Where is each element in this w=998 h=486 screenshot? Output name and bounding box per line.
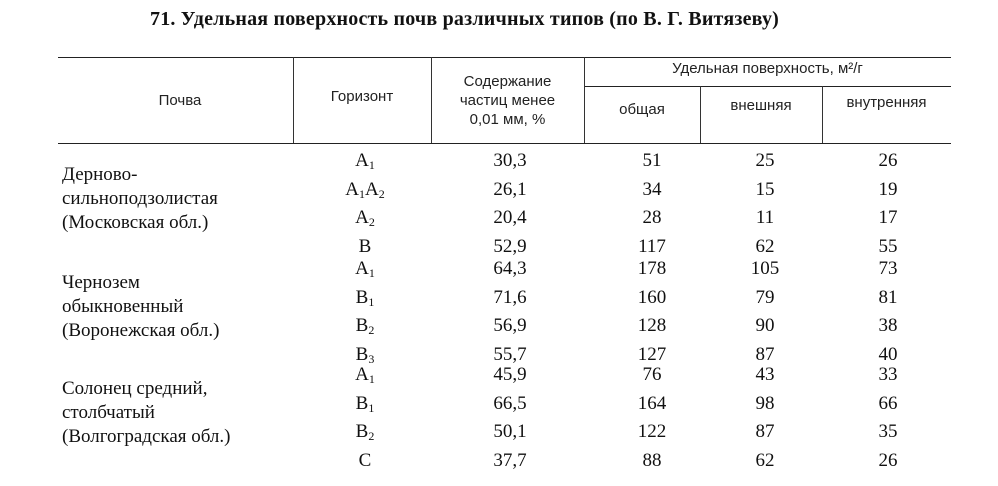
header-bottom-rule	[58, 143, 951, 144]
table-title: 71. Удельная поверхность почв различных типов (по В. Г. Витязеву)	[150, 8, 780, 30]
external-cell: 62	[755, 449, 775, 471]
horizon-cell	[325, 179, 405, 202]
internal-cell: 38	[878, 315, 898, 336]
content-cell: 55,7	[493, 343, 527, 365]
internal-cell: 33	[878, 364, 898, 385]
external-cell: 98	[755, 392, 775, 414]
header-horizon: Горизонт	[330, 88, 394, 105]
internal-cell: 26	[878, 449, 898, 471]
content-cell: 50,1	[493, 421, 527, 442]
external-cell: 25	[755, 150, 775, 171]
top-rule	[58, 57, 951, 58]
divider-total-external	[700, 86, 701, 143]
horizon-letter: A	[355, 207, 369, 228]
content-cell: 71,6	[493, 286, 527, 308]
external-cell: 15	[755, 178, 775, 200]
total-cell: 117	[638, 235, 666, 257]
soil-name-line: (Волгоградская обл.)	[62, 426, 231, 447]
horizon-subscript: 2	[368, 429, 375, 443]
horizon-letter: C	[358, 449, 372, 471]
total-cell: 88	[642, 449, 662, 471]
internal-cell: 17	[878, 207, 898, 228]
external-cell: 79	[755, 286, 775, 308]
horizon-subscript: 1	[368, 158, 375, 172]
horizon-letter-2: A	[365, 178, 379, 200]
external-cell: 90	[755, 315, 775, 336]
horizon-subscript: 3	[368, 351, 375, 366]
soil-name-line: Чернозем	[62, 272, 140, 293]
external-cell: 105	[750, 258, 780, 279]
horizon-cell	[325, 364, 405, 387]
horizon-cell	[325, 287, 405, 310]
horizon-subscript-2: 2	[378, 186, 385, 201]
horizon-subscript: 1	[368, 294, 375, 309]
internal-cell: 81	[878, 286, 898, 308]
total-cell: 178	[637, 258, 667, 279]
header-content-line3: 0,01 мм, %	[469, 111, 546, 128]
horizon-subscript: 1	[368, 372, 375, 386]
horizon-subscript: 2	[368, 323, 375, 337]
horizon-subscript: 2	[368, 215, 375, 229]
total-cell: 34	[642, 178, 662, 200]
internal-cell: 26	[878, 150, 898, 171]
header-content-line1: Содержание	[463, 73, 552, 90]
horizon-letter: B	[355, 392, 369, 414]
content-cell: 56,9	[493, 315, 527, 336]
soil-name-line: обыкновенный	[62, 296, 184, 317]
content-cell: 26,1	[493, 178, 527, 200]
total-cell: 164	[637, 392, 667, 414]
content-cell: 37,7	[493, 449, 527, 471]
horizon-cell	[325, 393, 405, 416]
horizon-letter: B	[358, 235, 372, 257]
horizon-cell	[325, 236, 405, 258]
total-cell: 76	[642, 364, 662, 385]
header-soil: Почва	[158, 92, 202, 109]
total-cell: 122	[637, 421, 667, 442]
external-cell: 87	[755, 343, 775, 365]
soil-name-line: сильноподзолистая	[62, 188, 218, 209]
external-cell: 62	[755, 235, 775, 257]
total-cell: 127	[637, 343, 667, 365]
horizon-subscript: 1	[359, 186, 365, 201]
horizon-letter: B	[355, 343, 369, 365]
soil-name-line: Солонец средний,	[62, 378, 208, 399]
horizon-cell	[325, 150, 405, 173]
horizon-letter: A	[355, 258, 369, 279]
content-cell: 30,3	[493, 150, 527, 171]
external-cell: 43	[755, 364, 775, 385]
horizon-subscript: 1	[368, 266, 375, 280]
total-cell: 28	[642, 207, 662, 228]
horizon-letter: B	[355, 286, 369, 308]
horizon-letter: B	[355, 421, 369, 442]
content-cell: 20,4	[493, 207, 527, 228]
soil-name	[62, 377, 231, 449]
soil-name	[62, 163, 218, 235]
external-cell: 87	[755, 421, 775, 442]
content-cell: 66,5	[493, 392, 527, 414]
soil-name-line: Дерново-	[62, 164, 138, 185]
internal-cell: 40	[878, 343, 898, 365]
horizon-letter: A	[355, 364, 369, 385]
header-external: внешняя	[730, 97, 792, 114]
content-cell: 52,9	[493, 235, 527, 257]
content-cell: 45,9	[493, 364, 527, 385]
header-internal: внутренняя	[846, 94, 927, 111]
total-cell: 51	[642, 150, 662, 171]
header-content-line2: частиц менее	[459, 92, 556, 109]
internal-cell: 19	[878, 178, 898, 200]
internal-cell: 66	[878, 392, 898, 414]
horizon-letter: B	[355, 315, 369, 336]
horizon-cell	[325, 315, 405, 338]
subheader-rule	[584, 86, 951, 87]
horizon-letter: A	[345, 178, 359, 200]
divider-soil-horizon	[293, 57, 294, 143]
soil-name	[62, 271, 219, 343]
horizon-letter: A	[355, 150, 369, 171]
horizon-cell	[325, 207, 405, 230]
internal-cell: 73	[878, 258, 898, 279]
content-cell: 64,3	[493, 258, 527, 279]
horizon-cell	[325, 450, 405, 472]
horizon-subscript: 1	[368, 400, 375, 415]
soil-name-line: (Московская обл.)	[62, 212, 209, 233]
horizon-cell	[325, 421, 405, 444]
internal-cell: 35	[878, 421, 898, 442]
soil-name-line: столбчатый	[62, 402, 155, 423]
total-cell: 160	[637, 286, 667, 308]
total-cell: 128	[637, 315, 667, 336]
header-total: общая	[619, 101, 665, 118]
internal-cell: 55	[878, 235, 898, 257]
external-cell: 11	[755, 207, 775, 228]
soil-name-line: (Воронежская обл.)	[62, 320, 220, 341]
horizon-cell	[325, 258, 405, 281]
header-surface-group: Удельная поверхность, м²/г	[672, 60, 863, 77]
